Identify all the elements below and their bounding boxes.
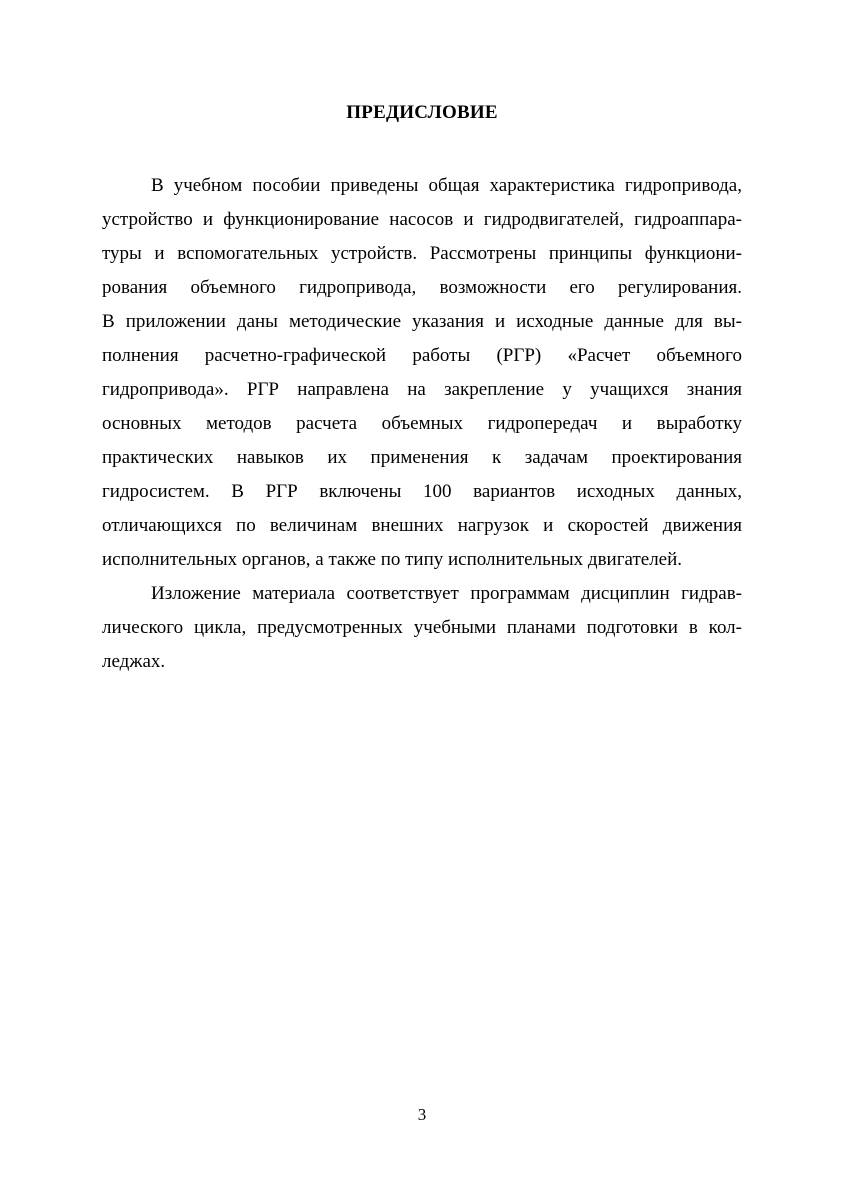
text-line: отличающихся по величинам внешних нагрузок и скоростей движения [102,515,742,536]
text-line: полнения расчетно-графической работы (РГР) «Расчет объемного [102,345,742,366]
text-line: основных методов расчета объемных гидропередач и выработку [102,413,742,434]
text-line: В приложении даны методические указания и исходные данные для вы- [102,311,742,332]
text-line: исполнительных органов, а также по типу исполнительных двигателей. [102,549,683,570]
text-line: гидросистем. В РГР включены 100 вариантов исходных данных, [102,481,742,502]
text-line: гидропривода». РГР направлена на закрепление у учащихся знания [102,379,742,400]
text-line: леджах. [102,651,166,672]
text-line: туры и вспомогательных устройств. Рассмотрены принципы функциони- [102,243,742,264]
body-text [102,169,742,679]
page-title: ПРЕДИСЛОВИЕ [346,102,498,123]
page-number: 3 [417,1105,427,1124]
text-line: рования объемного гидропривода, возможности его регулирования. [102,277,742,298]
text-line: В учебном пособии приведены общая характеристика гидропривода, [151,175,742,196]
text-line: практических навыков их применения к задачам проектирования [102,447,742,468]
text-line: лического цикла, предусмотренных учебными планами подготовки в кол- [102,617,742,638]
text-line: устройство и функционирование насосов и гидродвигателей, гидроаппара- [102,209,742,230]
text-line: Изложение материала соответствует программам дисциплин гидрав- [151,583,742,604]
